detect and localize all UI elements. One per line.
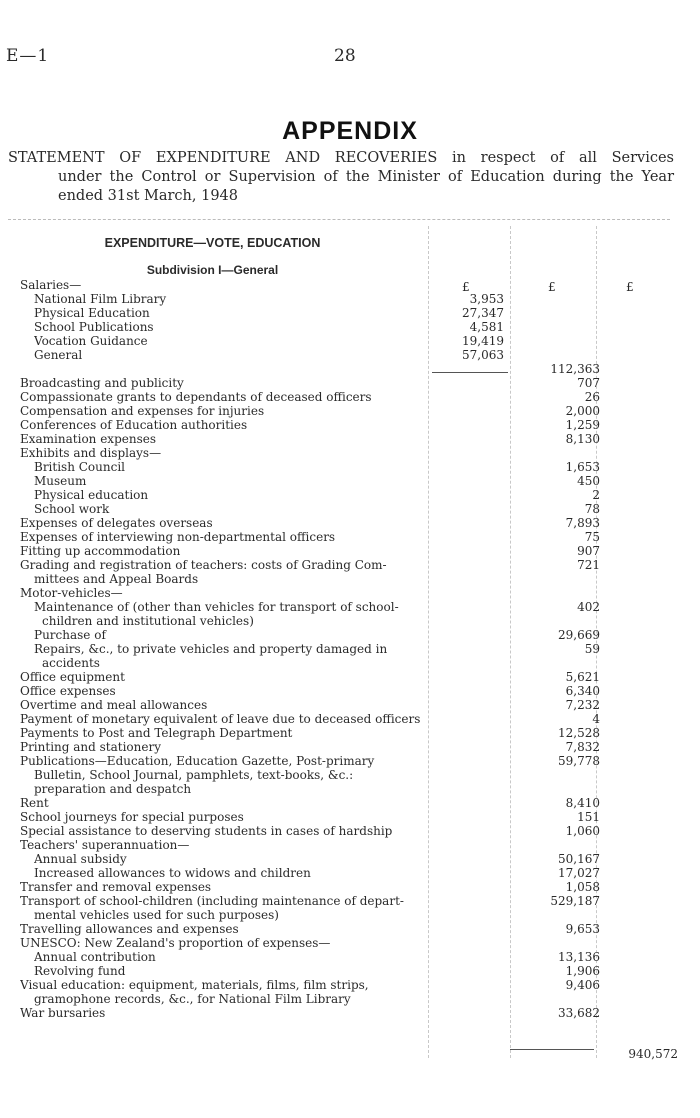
statement-line-1: STATEMENT OF EXPENDITURE AND RECOVERIES in respect of all Services <box>8 150 674 166</box>
row-description: Physical education <box>34 488 149 502</box>
row-description: Publications—Education, Education Gazette, Post-primary <box>20 754 375 768</box>
table-row <box>0 936 700 950</box>
row-amount-c2: 26 <box>584 390 600 404</box>
row-description: Examination expenses <box>20 432 157 446</box>
table-row <box>0 684 700 698</box>
table-row <box>0 278 700 292</box>
table-row <box>0 404 700 418</box>
row-description: Purchase of <box>34 628 106 642</box>
table-row <box>0 880 700 894</box>
row-description: Annual contribution <box>34 950 156 964</box>
table-row <box>0 516 700 530</box>
row-description: Compassionate grants to dependants of deceased officers <box>20 390 372 404</box>
row-amount-c1: 4,581 <box>469 320 504 334</box>
row-amount-c2: 1,259 <box>565 418 600 432</box>
row-description: Physical Education <box>34 306 150 320</box>
table-row <box>0 362 700 376</box>
table-row <box>0 306 700 320</box>
table-row <box>0 852 700 866</box>
row-amount-c2: 721 <box>577 558 600 572</box>
row-description: Motor-vehicles— <box>20 586 123 600</box>
row-description: School work <box>34 502 110 516</box>
table-row <box>0 390 700 404</box>
row-description: Payments to Post and Telegraph Department <box>20 726 293 740</box>
page-title: APPENDIX <box>282 117 418 145</box>
table-row <box>0 572 700 586</box>
table-row <box>0 558 700 572</box>
row-description: Fitting up accommodation <box>20 544 181 558</box>
table-row <box>0 600 700 614</box>
currency-col-2: £ <box>548 280 556 294</box>
row-description: Exhibits and displays— <box>20 446 162 460</box>
table-row <box>0 824 700 838</box>
table-row <box>0 782 700 796</box>
table-row <box>0 754 700 768</box>
row-amount-c2: 6,340 <box>565 684 600 698</box>
row-description: Office equipment <box>20 670 125 684</box>
table-row <box>0 544 700 558</box>
row-description: Grading and registration of teachers: costs of Grading Com- <box>20 558 387 572</box>
row-amount-c1: 57,063 <box>462 348 504 362</box>
row-description: Increased allowances to widows and children <box>34 866 311 880</box>
currency-col-1: £ <box>462 280 470 294</box>
row-amount-c1: 3,953 <box>469 292 504 306</box>
row-description: UNESCO: New Zealand's proportion of expenses— <box>20 936 331 950</box>
row-description: Broadcasting and publicity <box>20 376 184 390</box>
table-row <box>0 992 700 1006</box>
row-amount-c1: 27,347 <box>462 306 504 320</box>
row-description: Museum <box>34 474 87 488</box>
table-row <box>0 474 700 488</box>
table-row <box>0 1006 700 1020</box>
row-amount-c2: 29,669 <box>558 628 600 642</box>
table-row <box>0 418 700 432</box>
row-description: mental vehicles used for such purposes) <box>34 908 279 922</box>
row-description: British Council <box>34 460 126 474</box>
row-description: Printing and stationery <box>20 740 162 754</box>
row-description: National Film Library <box>34 292 167 306</box>
table-row <box>0 838 700 852</box>
row-description: Conferences of Education authorities <box>20 418 248 432</box>
row-description: Expenses of delegates overseas <box>20 516 213 530</box>
row-amount-c2: 50,167 <box>558 852 600 866</box>
table-row <box>0 488 700 502</box>
row-amount-c2: 1,060 <box>565 824 600 838</box>
table-row <box>0 740 700 754</box>
row-description: Maintenance of (other than vehicles for transport of school- <box>34 600 399 614</box>
table-row <box>0 628 700 642</box>
row-description: preparation and despatch <box>34 782 192 796</box>
row-amount-c2: 17,027 <box>558 866 600 880</box>
row-amount-c2: 7,232 <box>565 698 600 712</box>
row-amount-c2: 4 <box>592 712 600 726</box>
row-amount-c2: 8,130 <box>565 432 600 446</box>
row-amount-c2: 1,653 <box>565 460 600 474</box>
row-description: Salaries— <box>20 278 82 292</box>
row-amount-c2: 7,893 <box>565 516 600 530</box>
table-row <box>0 922 700 936</box>
row-description: Office expenses <box>20 684 116 698</box>
table-row <box>0 670 700 684</box>
table-row <box>0 768 700 782</box>
row-amount-c2: 75 <box>584 530 600 544</box>
row-amount-c2: 707 <box>577 376 600 390</box>
table-row <box>0 614 700 628</box>
table-row <box>0 950 700 964</box>
row-description: mittees and Appeal Boards <box>34 572 199 586</box>
row-description: Rent <box>20 796 49 810</box>
table-row <box>0 292 700 306</box>
row-amount-c2: 59,778 <box>558 754 600 768</box>
table-row <box>0 698 700 712</box>
table-row <box>0 712 700 726</box>
row-description: Payment of monetary equivalent of leave due to deceased officers <box>20 712 421 726</box>
table-row <box>0 530 700 544</box>
table-row <box>0 586 700 600</box>
row-description: Travelling allowances and expenses <box>20 922 239 936</box>
table-row <box>0 810 700 824</box>
row-description: children and institutional vehicles) <box>42 614 254 628</box>
row-amount-c2: 151 <box>577 810 600 824</box>
table-row <box>0 642 700 656</box>
table-row <box>0 334 700 348</box>
row-amount-c2: 2 <box>592 488 600 502</box>
row-description: Vocation Guidance <box>34 334 148 348</box>
table-row <box>0 348 700 362</box>
row-description: Visual education: equipment, materials, films, film strips, <box>20 978 369 992</box>
row-description: Bulletin, School Journal, pamphlets, text-books, &c.: <box>34 768 354 782</box>
row-amount-c2: 12,528 <box>558 726 600 740</box>
table-row <box>0 446 700 460</box>
currency-col-3: £ <box>626 280 634 294</box>
page-number: 28 <box>334 46 356 66</box>
table-row <box>0 502 700 516</box>
statement-text <box>8 149 674 206</box>
row-amount-c2: 112,363 <box>550 362 600 376</box>
grand-total: 940,572 <box>628 1047 678 1061</box>
table-row <box>0 978 700 992</box>
row-amount-c2: 450 <box>577 474 600 488</box>
row-description: accidents <box>42 656 100 670</box>
table-row <box>0 432 700 446</box>
table-row <box>0 796 700 810</box>
row-description: gramophone records, &c., for National Film Library <box>34 992 351 1006</box>
row-description: Special assistance to deserving students in cases of hardship <box>20 824 393 838</box>
table-row <box>0 460 700 474</box>
row-description: Annual subsidy <box>34 852 127 866</box>
row-amount-c2: 1,058 <box>565 880 600 894</box>
row-description: Compensation and expenses for injuries <box>20 404 265 418</box>
row-amount-c2: 2,000 <box>565 404 600 418</box>
section-heading: EXPENDITURE—VOTE, EDUCATION <box>104 236 321 250</box>
row-amount-c2: 13,136 <box>558 950 600 964</box>
row-description: Expenses of interviewing non-departmental officers <box>20 530 336 544</box>
total-rule <box>510 1049 594 1050</box>
row-amount-c2: 1,906 <box>565 964 600 978</box>
row-description: Overtime and meal allowances <box>20 698 208 712</box>
subtotal-rule <box>432 372 508 373</box>
row-amount-c1: 19,419 <box>462 334 504 348</box>
table-row <box>0 866 700 880</box>
row-description: Transport of school-children (including maintenance of depart- <box>20 894 404 908</box>
row-amount-c2: 9,406 <box>565 978 600 992</box>
table-row <box>0 964 700 978</box>
row-description: Repairs, &c., to private vehicles and property damaged in <box>34 642 388 656</box>
subdivision-heading: Subdivision I—General <box>146 263 279 277</box>
table-row <box>0 908 700 922</box>
row-description: Revolving fund <box>34 964 126 978</box>
row-amount-c2: 78 <box>584 502 600 516</box>
page-header-ref: E—1 <box>6 46 50 66</box>
statement-line-3: ended 31st March, 1948 <box>58 188 239 204</box>
row-description: War bursaries <box>20 1006 106 1020</box>
row-amount-c2: 7,832 <box>565 740 600 754</box>
statement-line-2: under the Control or Supervision of the Minister of Education during the Year <box>58 169 674 185</box>
table-row <box>0 726 700 740</box>
table-row <box>0 656 700 670</box>
row-amount-c2: 529,187 <box>550 894 600 908</box>
row-amount-c2: 33,682 <box>558 1006 600 1020</box>
table-row <box>0 320 700 334</box>
row-description: Teachers' superannuation— <box>20 838 190 852</box>
row-amount-c2: 5,621 <box>565 670 600 684</box>
row-description: General <box>34 348 83 362</box>
row-amount-c2: 907 <box>577 544 600 558</box>
divider <box>8 219 670 220</box>
row-amount-c2: 8,410 <box>565 796 600 810</box>
row-amount-c2: 402 <box>577 600 600 614</box>
row-amount-c2: 59 <box>584 642 600 656</box>
table-row <box>0 894 700 908</box>
table-row <box>0 376 700 390</box>
row-description: School Publications <box>34 320 154 334</box>
row-amount-c2: 9,653 <box>565 922 600 936</box>
row-description: Transfer and removal expenses <box>20 880 212 894</box>
row-description: School journeys for special purposes <box>20 810 244 824</box>
